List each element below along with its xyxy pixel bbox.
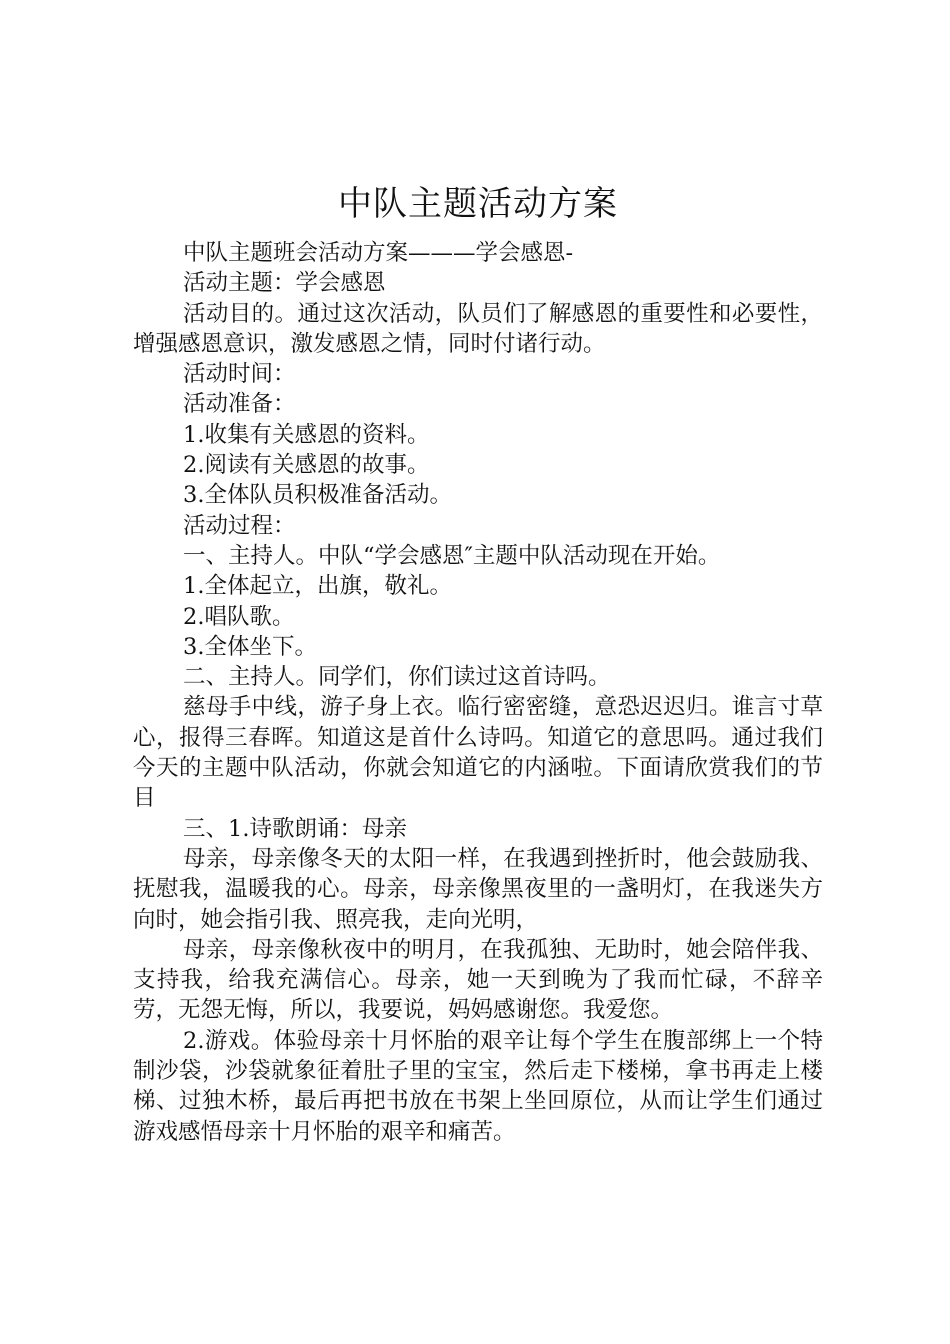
paragraph-subtitle: 中队主题班会活动方案———学会感恩- bbox=[183, 240, 574, 266]
paragraph-poem: 慈母手中线，游子身上衣。临行密密缝，意恐迟迟归。谁言寸草心，报得三春晖。知道这是首什么诗吗。知道它的意思吗。通过我们今天的主题中队活动，你就会知道它的内涵啦。下面请欣赏我们的节目 bbox=[133, 694, 823, 812]
document-body bbox=[133, 238, 823, 1147]
paragraph-prep-item-3: 3.全体队员积极准备活动。 bbox=[183, 482, 452, 509]
paragraph-theme: 活动主题：学会感恩 bbox=[183, 270, 386, 297]
paragraph-step-1: 一、主持人。中队“学会感恩″主题中队活动现在开始。 bbox=[183, 542, 721, 569]
paragraph-step-1-item-3: 3.全体坐下。 bbox=[183, 633, 317, 660]
paragraph-time: 活动时间： bbox=[183, 361, 296, 388]
paragraph-process: 活动过程： bbox=[183, 512, 296, 539]
document-page bbox=[133, 178, 823, 1147]
paragraph-preparation: 活动准备： bbox=[183, 391, 296, 418]
paragraph-prep-item-1: 1.收集有关感恩的资料。 bbox=[183, 421, 430, 448]
paragraph-purpose: 活动目的。通过这次活动，队员们了解感恩的重要性和必要性，增强感恩意识，激发感恩之情，同时付诸行动。 bbox=[133, 300, 823, 357]
paragraph-step-1-item-2: 2.唱队歌。 bbox=[183, 603, 295, 630]
paragraph-step-1-item-1: 1.全体起立，出旗，敬礼。 bbox=[183, 573, 452, 600]
paragraph-step-3: 三、1.诗歌朗诵：母亲 bbox=[183, 815, 407, 842]
document-title: 中队主题活动方案 bbox=[338, 184, 618, 224]
paragraph-recital-1: 母亲，母亲像冬天的太阳一样，在我遇到挫折时，他会鼓励我、抚慰我，温暖我的心。母亲，母亲像黑夜里的一盏明灯，在我迷失方向时，她会指引我、照亮我，走向光明， bbox=[133, 845, 823, 933]
paragraph-recital-2: 母亲，母亲像秋夜中的明月，在我孤独、无助时，她会陪伴我、支持我，给我充满信心。母亲，她一天到晚为了我而忙碌，不辞辛劳，无怨无悔，所以，我要说，妈妈感谢您。我爱您。 bbox=[133, 936, 823, 1024]
paragraph-prep-item-2: 2.阅读有关感恩的故事。 bbox=[183, 452, 430, 479]
paragraph-game: 2.游戏。体验母亲十月怀胎的艰辛让每个学生在腹部绑上一个特制沙袋，沙袋就象征着肚子里的宝宝，然后走下楼梯，拿书再走上楼梯、过独木桥，最后再把书放在书架上坐回原位，从而让学生们通过游戏感悟母亲十月怀胎的艰辛和痛苦。 bbox=[133, 1027, 823, 1145]
paragraph-step-2: 二、主持人。同学们，你们读过这首诗吗。 bbox=[183, 664, 611, 691]
